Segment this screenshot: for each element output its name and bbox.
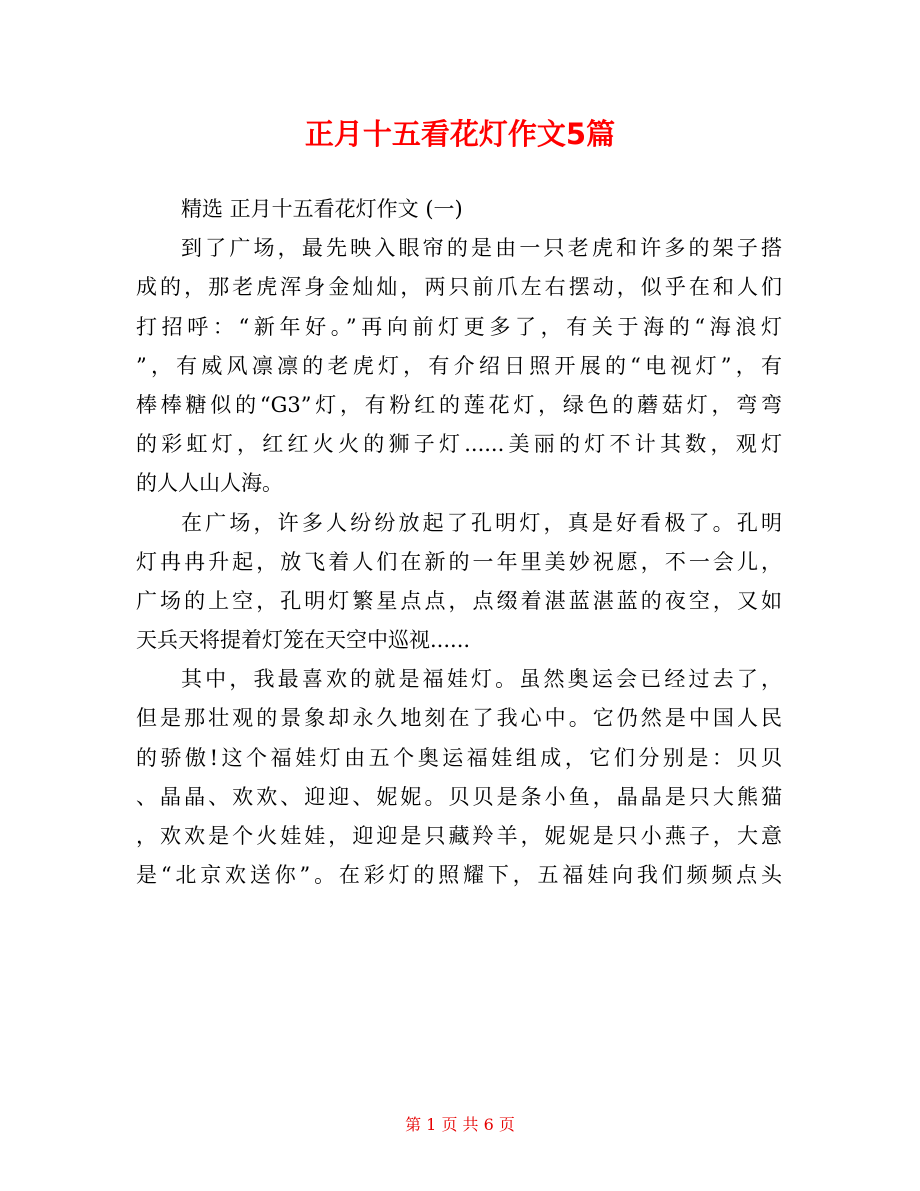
paragraph-line: ，欢欢是个火娃娃，迎迎是只藏羚羊，妮妮是只小燕子，大意 xyxy=(136,824,782,848)
paragraph-line: 的彩虹灯，红红火火的狮子灯......美丽的灯不计其数，观灯 xyxy=(136,432,782,457)
paragraph-line: 广场的上空，孔明灯繁星点点，点缀着湛蓝湛蓝的夜空，又如 xyxy=(136,588,782,613)
paragraph-line: 棒棒糖似的“G3”灯，有粉红的莲花灯，绿色的蘑菇灯，弯弯 xyxy=(136,392,782,417)
document-title: 正月十五看花灯作文5篇 xyxy=(304,117,616,151)
paragraph-line: 在广场，许多人纷纷放起了孔明灯，真是好看极了。孔明 xyxy=(181,510,782,535)
paragraph-line: 的人人山人海。 xyxy=(136,471,283,496)
paragraph-line: 打招呼：“新年好。”再向前灯更多了，有关于海的“海浪灯 xyxy=(136,314,782,339)
page-number-footer: 第 1 页 共 6 页 xyxy=(405,1115,515,1134)
paragraph-line: 的骄傲!这个福娃灯由五个奥运福娃组成，它们分别是：贝贝 xyxy=(136,745,782,770)
paragraph-line: 成的，那老虎浑身金灿灿，两只前爪左右摆动，似乎在和人们 xyxy=(136,275,782,300)
paragraph-line: 到了广场，最先映入眼帘的是由一只老虎和许多的架子搭 xyxy=(181,236,782,261)
document-body xyxy=(136,190,782,895)
paragraph-line: 是“北京欢送你”。在彩灯的照耀下，五福娃向我们频频点头 xyxy=(136,863,782,888)
paragraph-line: ”，有威风凛凛的老虎灯，有介绍日照开展的“电视灯”，有 xyxy=(136,353,782,378)
section-heading: 精选 正月十五看花灯作文 (一) xyxy=(181,197,463,221)
paragraph-line: 其中，我最喜欢的就是福娃灯。虽然奥运会已经过去了， xyxy=(181,667,782,692)
paragraph-line: 、晶晶、欢欢、迎迎、妮妮。贝贝是条小鱼，晶晶是只大熊猫 xyxy=(136,784,782,809)
paragraph-line: 但是那壮观的景象却永久地刻在了我心中。它仍然是中国人民 xyxy=(136,706,782,731)
paragraph-line: 灯冉冉升起，放飞着人们在新的一年里美妙祝愿，不一会儿， xyxy=(136,549,782,574)
paragraph-line: 天兵天将提着灯笼在天空中巡视...... xyxy=(136,628,471,653)
